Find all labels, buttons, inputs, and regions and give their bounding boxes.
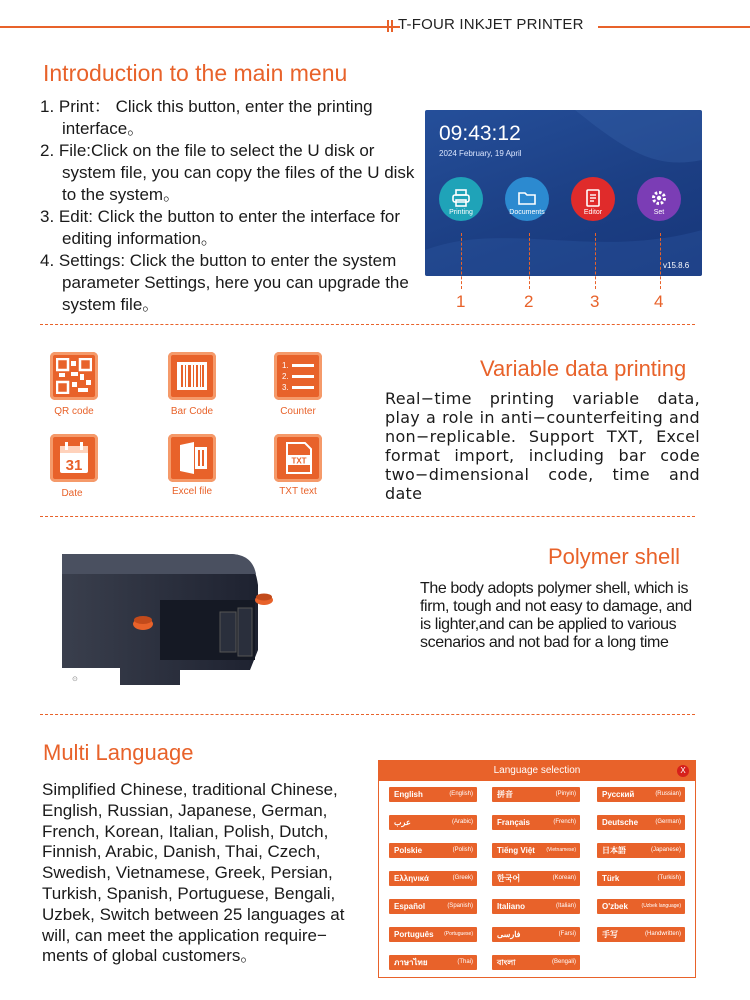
language-option[interactable]: 한국어 (Korean)	[492, 871, 580, 886]
barcode-label: Bar Code	[170, 406, 214, 417]
pointer-number-1: 1	[456, 292, 466, 311]
edit-document-icon	[583, 188, 603, 208]
language-option[interactable]: Français (French)	[492, 815, 580, 830]
printing-app-label: Printing	[449, 209, 473, 216]
variable-title: Variable data printing	[480, 356, 687, 381]
calendar-glyph: 31	[65, 457, 83, 474]
language-option[interactable]: 拼音 (Pinyin)	[492, 787, 580, 802]
txt-text-label: TXT text	[279, 486, 317, 497]
calendar-icon	[50, 434, 98, 482]
pointer-line-4	[660, 233, 661, 289]
language-option[interactable]: عرب (Arabic)	[389, 815, 477, 830]
language-option[interactable]: Português (Portuguese)	[389, 927, 477, 942]
excel-file-label: Excel file	[171, 486, 212, 497]
set-app-label: Set	[653, 209, 665, 216]
language-option[interactable]: Türk (Turkish)	[597, 871, 685, 886]
counter-list-icon	[274, 352, 322, 400]
txt-file-icon	[274, 434, 322, 482]
header-title: T-FOUR INKJET PRINTER	[398, 16, 584, 33]
folder-icon	[517, 188, 537, 208]
multi-language-title: Multi Language	[43, 740, 194, 765]
qr-code-icon	[50, 352, 98, 400]
editor-app-label: Editor	[583, 209, 603, 216]
pointer-line-2	[529, 233, 530, 289]
header-rule-left	[0, 26, 400, 28]
counter-label: Counter	[280, 406, 316, 417]
svg-text:⊙: ⊙	[72, 676, 78, 683]
section-divider	[40, 324, 695, 325]
variable-description: Real−time printing variable data, play a role in anti−counterfeiting and non−replicable. Support TXT, Excel format import, including bar code two−dimensional code, time and date	[385, 389, 700, 503]
txt-glyph: TXT	[291, 456, 307, 466]
pointer-number-4: 4	[654, 292, 664, 311]
language-selection-dialog	[378, 760, 696, 978]
section-divider	[40, 714, 695, 715]
pointer-line-1	[461, 233, 462, 289]
printer-icon	[451, 188, 471, 208]
dialog-title: Language selection	[379, 761, 695, 781]
pointer-number-3: 3	[590, 292, 600, 311]
close-button[interactable]: X	[677, 765, 689, 777]
section-divider	[40, 516, 695, 517]
polymer-description: The body adopts polymer shell, which is firm, tough and not easy to damage, and is lighter,and can be applied to various scenarios and not bad for a long time	[420, 580, 692, 651]
menu-list	[40, 96, 420, 316]
svg-text:3.: 3.	[282, 383, 289, 392]
language-option[interactable]: Italiano (Italian)	[492, 899, 580, 914]
pointer-number-2: 2	[524, 292, 534, 311]
language-option[interactable]: Tiếng Việt (Vietnamese)	[492, 843, 580, 858]
header-rule-right	[598, 26, 750, 28]
barcode-icon	[168, 352, 216, 400]
gear-icon	[649, 188, 669, 208]
pointer-line-3	[595, 233, 596, 289]
language-option[interactable]: Deutsche (German)	[597, 815, 685, 830]
language-option[interactable]: English (English)	[389, 787, 477, 802]
language-option[interactable]: 手写 (Handwritten)	[597, 927, 685, 942]
menu-item-print: 1. Print： Click this button, enter the printing interface。	[40, 97, 373, 138]
language-option[interactable]: Polskie (Polish)	[389, 843, 477, 858]
date-label: Date	[61, 488, 83, 499]
menu-item-edit: 3. Edit: Click the button to enter the interface for editing information。	[40, 207, 401, 248]
language-option[interactable]: 日本語 (Japanese)	[597, 843, 685, 858]
menu-item-file: 2. File:Click on the file to select the U disk or system file, you can copy the files of the U disk to the system。	[40, 141, 415, 204]
language-option[interactable]: বাংলা (Bengali)	[492, 955, 580, 970]
svg-text:2.: 2.	[282, 372, 289, 381]
language-option[interactable]: Русский (Russian)	[597, 787, 685, 802]
intro-title: Introduction to the main menu	[43, 60, 348, 86]
svg-text:1.: 1.	[282, 361, 289, 370]
screen-time: 09:43:12	[439, 122, 521, 145]
language-option[interactable]: O'zbek (Uzbek language)	[597, 899, 685, 914]
printer-body-image	[60, 540, 275, 685]
version-label: v15.8.6	[663, 261, 690, 270]
language-option[interactable]: Ελληνικά (Greek)	[389, 871, 477, 886]
language-option[interactable]: ภาษาไทย (Thai)	[389, 955, 477, 970]
menu-item-settings: 4. Settings: Click the button to enter the system parameter Settings, here you can upgrade the system file。	[40, 251, 409, 314]
qr-code-label: QR code	[54, 406, 94, 417]
screen-date: 2024 February, 19 April	[439, 149, 522, 158]
language-option[interactable]: فارسی (Farsi)	[492, 927, 580, 942]
documents-app-label: Documents	[509, 209, 545, 216]
excel-file-icon	[168, 434, 216, 482]
multi-language-description: Simplified Chinese, traditional Chinese, English, Russian, Japanese, German, French, Korean, Italian, Polish, Dutch, Finnish, Arabic, Danish, Thai, Czech, Swedish, Vietnamese, Greek, Persian, Turkish, Spanish, Portuguese, Bengali, Uzbek, Switch between 25 languages at will, can meet the application require− ments of global customers。	[42, 780, 345, 966]
header-ticks	[387, 20, 395, 32]
polymer-title: Polymer shell	[548, 544, 681, 569]
language-option[interactable]: Español (Spanish)	[389, 899, 477, 914]
